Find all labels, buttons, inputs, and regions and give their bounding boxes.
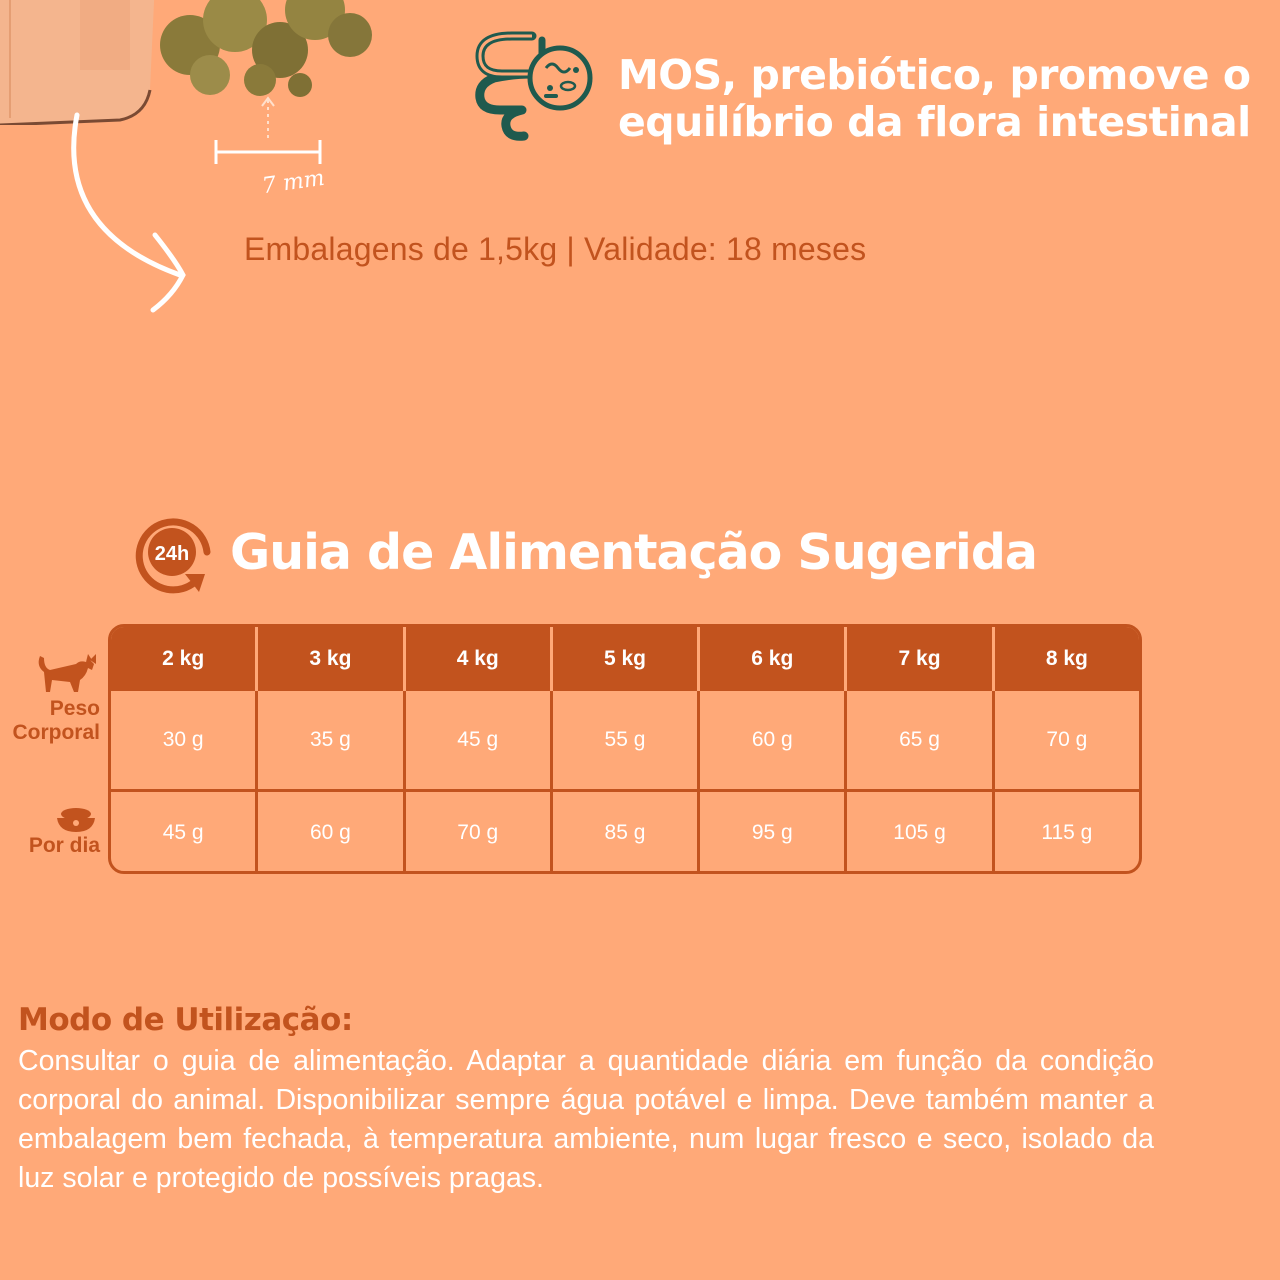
header-cell: 8 kg <box>1045 647 1088 670</box>
table-cell: 105 g <box>847 792 994 874</box>
table-cell: 70 g <box>406 792 553 874</box>
cat-icon <box>36 652 98 696</box>
curved-arrow-icon <box>55 110 205 320</box>
table-cell: 45 g <box>406 691 553 789</box>
table-cell: 45 g <box>111 792 258 874</box>
table-cell: 30 g <box>111 691 258 789</box>
header-cell: 5 kg <box>553 627 700 691</box>
feeding-table <box>108 624 1142 874</box>
guide-title: Guia de Alimentação Sugerida <box>230 524 1037 581</box>
header-cell: 2 kg <box>111 627 258 691</box>
table-cell: 95 g <box>700 792 847 874</box>
table-cell: 85 g <box>553 792 700 874</box>
header-cell: 4 kg <box>406 627 553 691</box>
table-cell: 60 g <box>700 691 847 789</box>
row-label-weight: Peso Corporal <box>12 697 100 744</box>
table-row <box>111 691 1139 792</box>
benefit-text: MOS, prebiótico, promove o equilíbrio da flora intestinal <box>618 51 1251 146</box>
header-cell: 3 kg <box>258 627 405 691</box>
intestine-icon <box>472 30 597 145</box>
size-label: 7 mm <box>260 165 327 200</box>
usage-text: Consultar o guia de alimentação. Adaptar a quantidade diária em função da condição corporal do animal. Disponibilizar sempre água potável e limpa. Deve também manter a embalagem bem fechada, à temperatura ambiente, num lugar fresco e seco, isolado da luz solar e protegido de possíveis pragas. <box>18 1045 1154 1194</box>
table-cell: 65 g <box>847 691 994 789</box>
table-row <box>111 792 1139 874</box>
table-cell: 55 g <box>553 691 700 789</box>
table-cell: 60 g <box>258 792 405 874</box>
food-bag-icon <box>0 0 170 125</box>
header-cell: 6 kg <box>700 627 847 691</box>
table-cell: 35 g <box>258 691 405 789</box>
usage-title: Modo de Utilização: <box>18 1002 353 1038</box>
row-label-day: Por dia <box>28 834 100 857</box>
table-cell: 115 g <box>1041 821 1093 844</box>
clock-24h-label: 24h <box>154 543 190 565</box>
kibble-icon <box>150 0 380 100</box>
header-cell: 7 kg <box>847 627 994 691</box>
table-header-row <box>111 627 1139 691</box>
bowl-icon <box>55 806 97 834</box>
clock-24h-icon <box>133 512 215 594</box>
table-cell: 70 g <box>1046 728 1088 751</box>
package-info: Embalagens de 1,5kg | Validade: 18 meses <box>244 231 867 267</box>
